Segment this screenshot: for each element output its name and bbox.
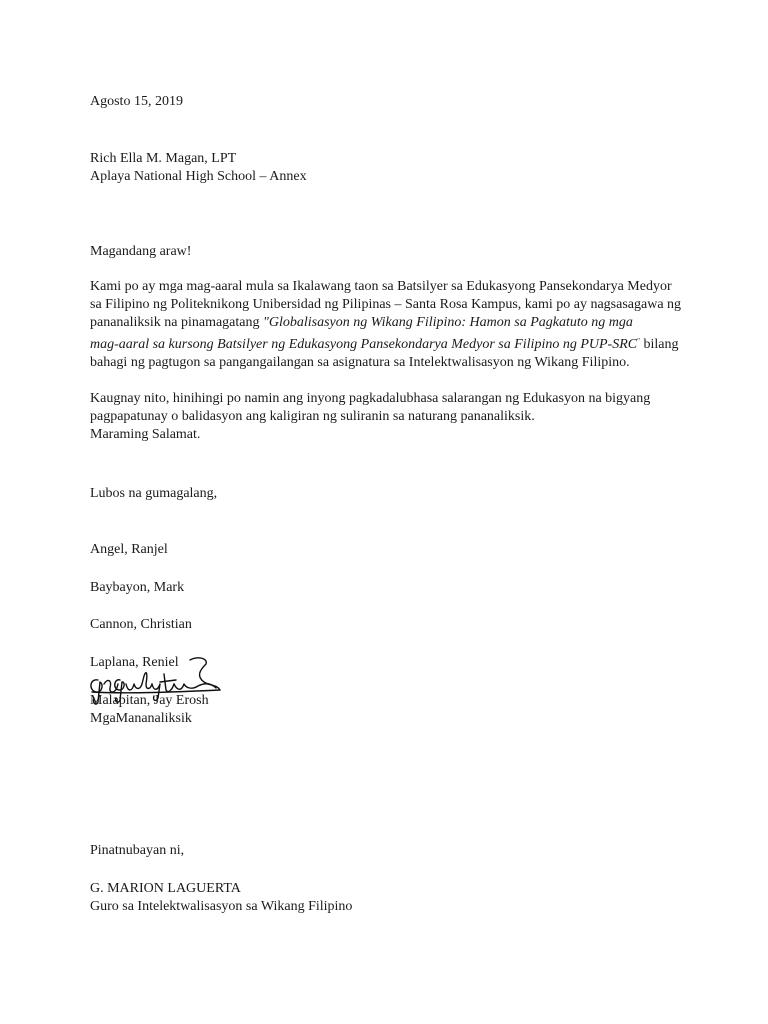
body1-line-4 xyxy=(90,332,690,354)
body1-line-3 xyxy=(90,314,690,332)
researchers-label: MgaMananaliksik xyxy=(90,711,192,726)
greeting: Magandang araw! xyxy=(90,244,192,259)
body1-line-1: Kami po ay mga mag-aaral mula sa Ikalawang taon sa Batsilyer sa Edukasyong Pansekondarya Medyor xyxy=(90,279,672,294)
body2-line-1: Kaugnay nito, hinihingi po namin ang inyong pagkadalubhasa salarangan ng Edukasyon na bigyang xyxy=(90,391,651,406)
body1-line-2: sa Filipino ng Politeknikong Unibersidad ng Pilipinas – Santa Rosa Kampus, kami po ay nagsasagawa ng xyxy=(90,297,682,312)
body2-line-3: Maraming Salamat. xyxy=(90,427,201,442)
research-title-part-1: "Globalisasyon ng Wikang Filipino: Hamon sa Pagkatuto ng mga xyxy=(263,315,633,330)
noted-by-label: Pinatnubayan ni, xyxy=(90,843,185,858)
closing-salutation: Lubos na gumagalang, xyxy=(90,486,218,501)
body1-line-4-post: bilang xyxy=(639,337,679,352)
recipient-name: Rich Ella M. Magan, LPT xyxy=(90,151,237,166)
closing-quote: " xyxy=(637,337,640,345)
body1-line-5: bahagi ng pagtugon sa pangangailangan sa asignatura sa Intelektwalisasyon ng Wikang Filipino. xyxy=(90,355,630,370)
body-paragraph-2 xyxy=(90,390,690,444)
researcher-name: Laplana, Reniel xyxy=(90,655,179,670)
researcher-name: Cannon, Christian xyxy=(90,617,192,632)
recipient-school: Aplaya National High School – Annex xyxy=(90,169,307,184)
body-paragraph-1 xyxy=(90,278,690,372)
letter-date: Agosto 15, 2019 xyxy=(90,94,183,109)
handwritten-signature xyxy=(86,654,226,708)
researcher-name: Angel, Ranjel xyxy=(90,542,168,557)
researcher-name: Malapitan, Jay Erosh xyxy=(90,693,209,708)
body2-line-2: pagpapatunay o balidasyon ang kaligiran ng suliranin sa naturang pananaliksik. xyxy=(90,409,535,424)
body1-line-3-pre: pananaliksik na pinamagatang xyxy=(90,315,263,330)
research-title-part-2: mag-aaral sa kursong Batsilyer ng Edukasyong Pansekondarya Medyor sa Filipino ng PUP-SRC xyxy=(90,337,638,352)
researcher-name: Baybayon, Mark xyxy=(90,580,185,595)
adviser-name: G. MARION LAGUERTA xyxy=(90,881,241,896)
adviser-title: Guro sa Intelektwalisasyon sa Wikang Filipino xyxy=(90,899,353,914)
